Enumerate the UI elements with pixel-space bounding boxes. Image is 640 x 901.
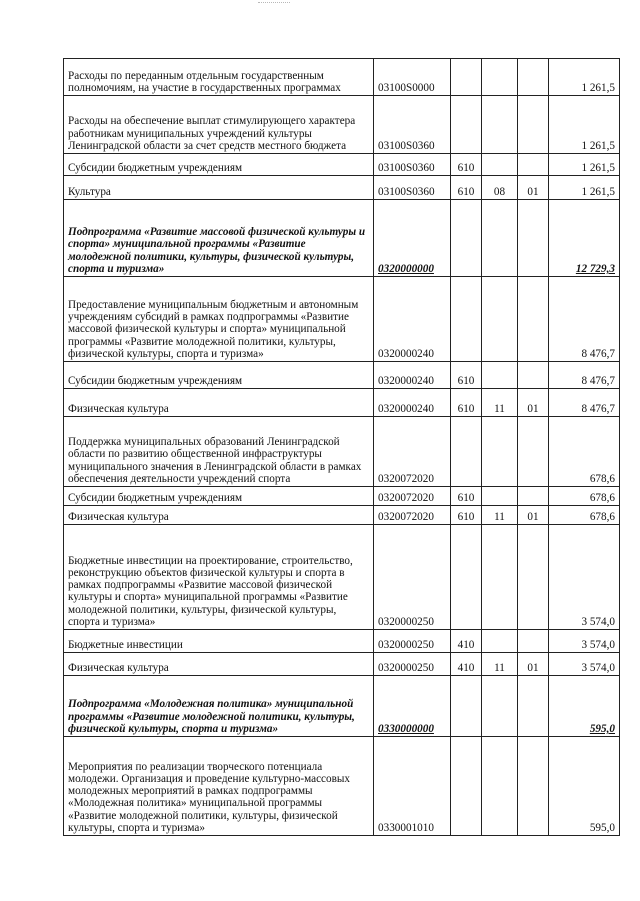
subsection (518, 277, 549, 362)
table-row (64, 176, 620, 200)
expense-type (451, 200, 482, 277)
table-row (64, 154, 620, 176)
target-code: 03100S0000 (374, 59, 451, 96)
subsection (518, 487, 549, 506)
section (482, 154, 518, 176)
target-code: 0320072020 (374, 506, 451, 525)
subsection (518, 737, 549, 836)
expense-type: 610 (451, 389, 482, 417)
amount: 8 476,7 (549, 389, 620, 417)
expense-type: 610 (451, 506, 482, 525)
target-code: 0320072020 (374, 487, 451, 506)
section (482, 417, 518, 487)
table-row (64, 362, 620, 389)
table-row (64, 653, 620, 676)
amount: 678,6 (549, 417, 620, 487)
section (482, 737, 518, 836)
target-code: 0320000240 (374, 277, 451, 362)
subsection (518, 676, 549, 737)
amount: 1 261,5 (549, 96, 620, 154)
row-name: Физическая культура (64, 653, 374, 676)
expense-type: 410 (451, 630, 482, 653)
section (482, 362, 518, 389)
row-name: Физическая культура (64, 389, 374, 417)
amount: 678,6 (549, 506, 620, 525)
amount: 1 261,5 (549, 59, 620, 96)
amount: 595,0 (549, 737, 620, 836)
table-row (64, 487, 620, 506)
row-name: Подпрограмма «Развитие массовой физической культуры и спорта» муниципальной программы «Развитие молодежной политики, культуры, физической культуры, спорта и туризма» (64, 200, 374, 277)
target-code: 0330000000 (374, 676, 451, 737)
amount: 8 476,7 (549, 277, 620, 362)
row-name: Субсидии бюджетным учреждениям (64, 362, 374, 389)
subsection (518, 417, 549, 487)
row-name: Расходы по переданным отдельным государственным полномочиям, на участие в государственных программах (64, 59, 374, 96)
row-name: Поддержка муниципальных образований Ленинградской области по развитию общественной инфраструктуры муниципального значения в Ленинградской области в рамках обеспечения деятельности учреждений спорта (64, 417, 374, 487)
row-name: Расходы на обеспечение выплат стимулирующего характера работникам муниципальных учреждений культуры Ленинградской области за счет средств местного бюджета (64, 96, 374, 154)
expense-type (451, 277, 482, 362)
target-code: 0320000250 (374, 630, 451, 653)
section: 11 (482, 506, 518, 525)
target-code: 0320000250 (374, 653, 451, 676)
section (482, 200, 518, 277)
table-row (64, 630, 620, 653)
subsection (518, 525, 549, 630)
row-name: Бюджетные инвестиции (64, 630, 374, 653)
expense-type (451, 417, 482, 487)
amount: 12 729,3 (549, 200, 620, 277)
subsection (518, 96, 549, 154)
table-row (64, 506, 620, 525)
row-name: Культура (64, 176, 374, 200)
section (482, 630, 518, 653)
section (482, 96, 518, 154)
section (482, 525, 518, 630)
section (482, 59, 518, 96)
subsection (518, 200, 549, 277)
subsection (518, 154, 549, 176)
expense-type (451, 96, 482, 154)
table-row-subprogram (64, 200, 620, 277)
amount: 3 574,0 (549, 630, 620, 653)
row-name: Субсидии бюджетным учреждениям (64, 487, 374, 506)
section: 11 (482, 389, 518, 417)
target-code: 0320072020 (374, 417, 451, 487)
table-row-subprogram (64, 676, 620, 737)
scan-artifact (258, 2, 290, 5)
target-code: 0330001010 (374, 737, 451, 836)
expense-type: 610 (451, 154, 482, 176)
amount: 678,6 (549, 487, 620, 506)
subsection: 01 (518, 506, 549, 525)
subsection (518, 630, 549, 653)
row-name: Бюджетные инвестиции на проектирование, строительство, реконструкцию объектов физической культуры и спорта в рамках подпрограммы «Развитие массовой физической культуры и спорта» муниципальной программы «Развитие молодежной политики, культуры, физической культуры, спорта и туризма» (64, 525, 374, 630)
subsection: 01 (518, 653, 549, 676)
amount: 595,0 (549, 676, 620, 737)
table-row (64, 417, 620, 487)
expense-type: 610 (451, 487, 482, 506)
target-code: 03100S0360 (374, 176, 451, 200)
expense-type (451, 676, 482, 737)
expense-type: 610 (451, 176, 482, 200)
table-row (64, 389, 620, 417)
amount: 3 574,0 (549, 525, 620, 630)
amount: 1 261,5 (549, 154, 620, 176)
expense-type: 610 (451, 362, 482, 389)
row-name: Мероприятия по реализации творческого потенциала молодежи. Организация и проведение культурно-массовых молодежных мероприятий в рамках подпрограммы «Молодежная политика» муниципальной программы «Развитие молодежной политики, культуры, физической культуры, спорта и туризма» (64, 737, 374, 836)
table-row (64, 525, 620, 630)
expense-type (451, 525, 482, 630)
subsection: 01 (518, 389, 549, 417)
table-row (64, 737, 620, 836)
table-row (64, 96, 620, 154)
subsection (518, 362, 549, 389)
section: 11 (482, 653, 518, 676)
section (482, 487, 518, 506)
target-code: 03100S0360 (374, 154, 451, 176)
table-row (64, 59, 620, 96)
amount: 1 261,5 (549, 176, 620, 200)
row-name: Предоставление муниципальным бюджетным и автономным учреждениям субсидий в рамках подпрограммы «Развитие массовой физической культуры и спорта» муниципальной программы «Развитие молодежной политики, культуры, физической культуры, спорта и туризма» (64, 277, 374, 362)
section (482, 277, 518, 362)
expense-type (451, 59, 482, 96)
subsection (518, 59, 549, 96)
section (482, 676, 518, 737)
row-name: Подпрограмма «Молодежная политика» муниципальной программы «Развитие молодежной политики, культуры, физической культуры, спорта и туризма» (64, 676, 374, 737)
budget-table (63, 58, 620, 836)
row-name: Физическая культура (64, 506, 374, 525)
target-code: 03100S0360 (374, 96, 451, 154)
row-name: Субсидии бюджетным учреждениям (64, 154, 374, 176)
target-code: 0320000240 (374, 362, 451, 389)
section: 08 (482, 176, 518, 200)
amount: 3 574,0 (549, 653, 620, 676)
target-code: 0320000000 (374, 200, 451, 277)
amount: 8 476,7 (549, 362, 620, 389)
table-row (64, 277, 620, 362)
target-code: 0320000240 (374, 389, 451, 417)
expense-type: 410 (451, 653, 482, 676)
subsection: 01 (518, 176, 549, 200)
target-code: 0320000250 (374, 525, 451, 630)
expense-type (451, 737, 482, 836)
